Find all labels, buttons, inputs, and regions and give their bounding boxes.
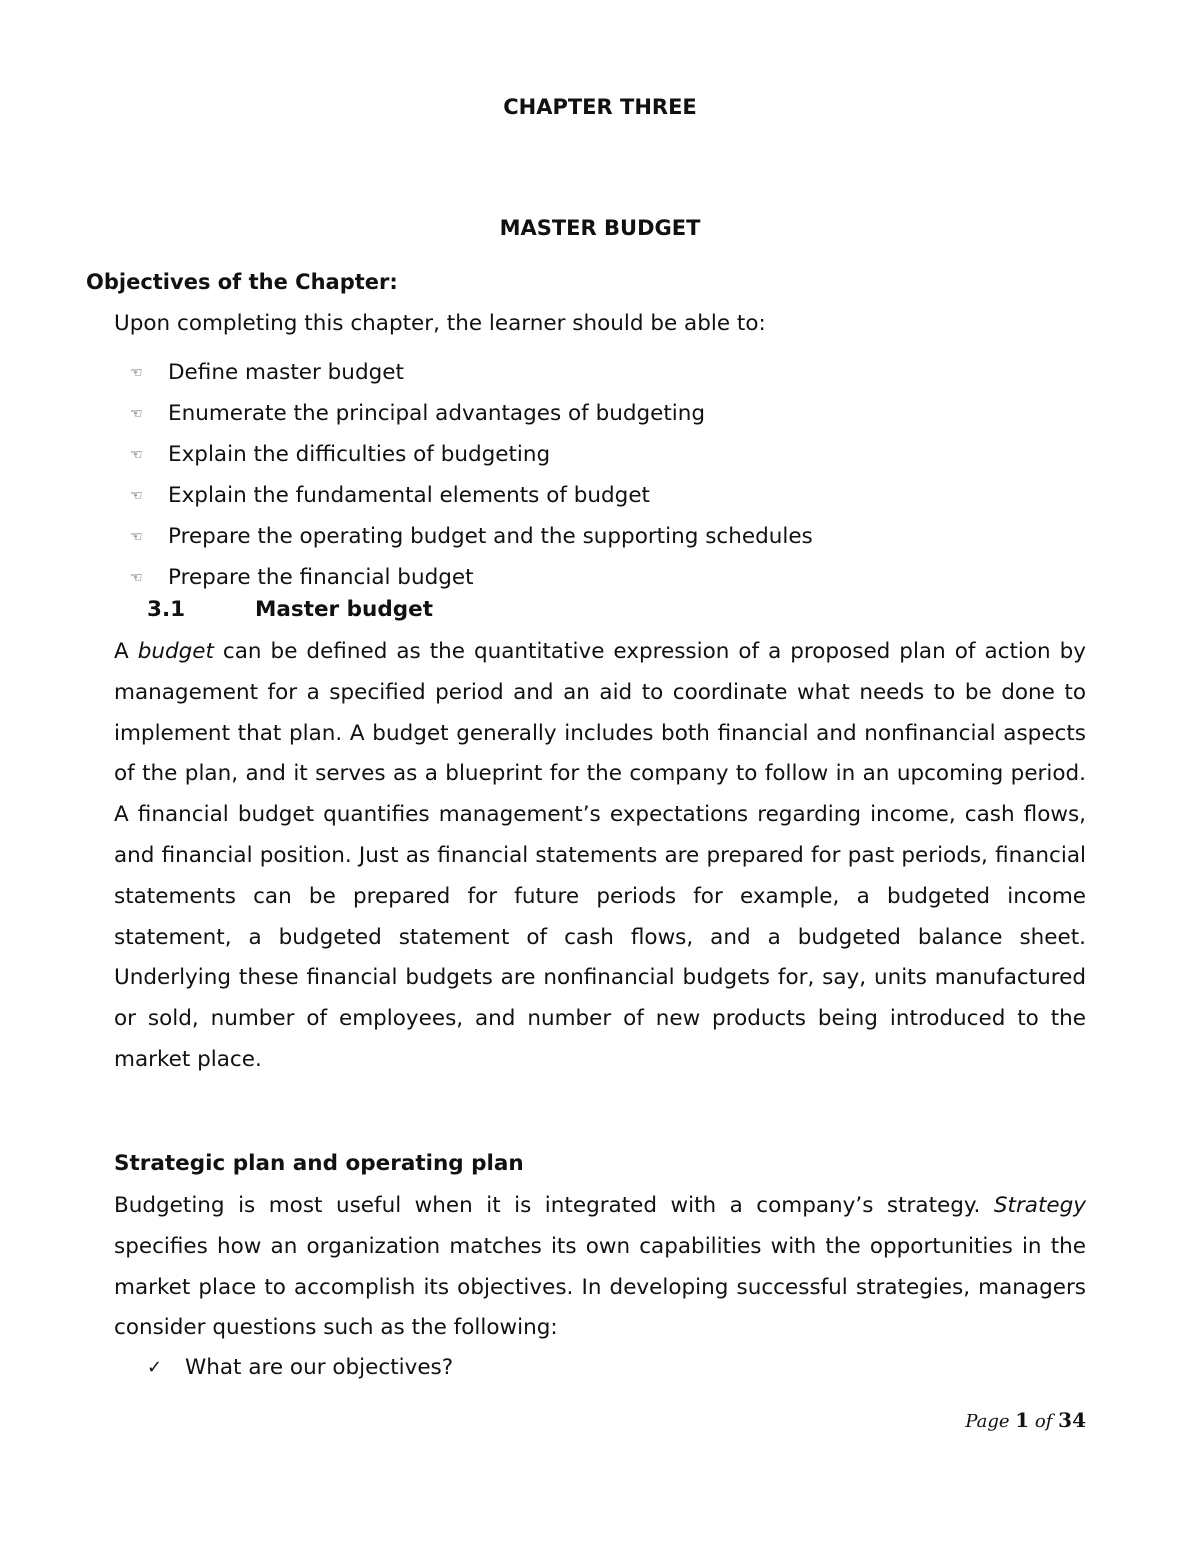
budget-definition-paragraph: A budget can be defined as the quantitative expression of a proposed plan of action by management for a specified period and an aid to coordinate what needs to be done to implement that plan. A budget generally includes both financial and nonfinancial aspects of the plan, and it serves as a blueprint for the company to follow in an upcoming period. A financial budget quantifies management’s expectations regarding income, cash flows, and financial position. Just as financial statements are prepared for past periods, financial statements can be prepared for future periods for example, a budgeted income statement, a budgeted statement of cash flows, and a budgeted balance sheet. Underlying these financial budgets are nonfinancial budgets for, say, units manufactured or sold, number of employees, and number of new products being introduced to the market place. [114, 639, 1086, 1072]
chapter-title: CHAPTER THREE [503, 95, 697, 119]
section-number: 3.1 [147, 597, 186, 622]
chapter-subtitle: MASTER BUDGET [499, 216, 701, 240]
checkmark-icon: ✓ [147, 1357, 163, 1378]
list-item: ☜ Define master budget [130, 359, 404, 385]
list-item: ☜ Prepare the financial budget [130, 564, 474, 590]
list-item: ☜ Explain the difficulties of budgeting [130, 441, 551, 467]
objectives-list [130, 352, 813, 598]
hand-pointer-icon: ☜ [130, 405, 143, 422]
strategic-plan-heading: Strategic plan and operating plan [114, 1151, 524, 1176]
hand-pointer-icon: ☜ [130, 446, 143, 463]
hand-pointer-icon: ☜ [130, 487, 143, 504]
hand-pointer-icon: ☜ [130, 364, 143, 381]
hand-pointer-icon: ☜ [130, 569, 143, 586]
list-item: ☜ Prepare the operating budget and the supporting schedules [130, 523, 813, 549]
section-heading [147, 597, 433, 622]
hand-pointer-icon: ☜ [130, 528, 143, 545]
section-title: Master budget [255, 597, 433, 622]
checklist-item: ✓ What are our objectives? [147, 1355, 454, 1380]
page-footer: Page 1 of 34 [965, 1408, 1086, 1432]
strategy-paragraph: Budgeting is most useful when it is integrated with a company’s strategy. Strategy specifies how an organization matches its own capabilities with the opportunities in the market place to accomplish its objectives. In developing successful strategies, managers consider questions such as the following: [114, 1193, 1086, 1341]
objectives-intro: Upon completing this chapter, the learner should be able to: [114, 311, 766, 336]
list-item: ☜ Enumerate the principal advantages of budgeting [130, 400, 706, 426]
list-item: ☜ Explain the fundamental elements of budget [130, 482, 650, 508]
objectives-heading: Objectives of the Chapter: [86, 270, 398, 294]
